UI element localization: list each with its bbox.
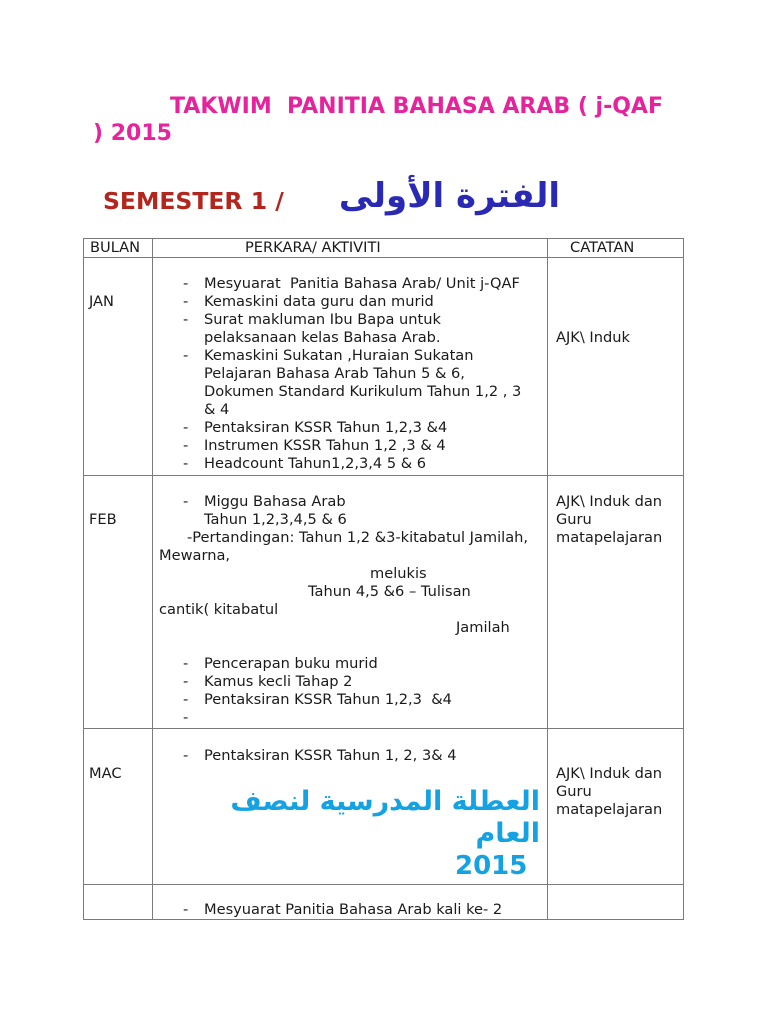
pertandingan-line: melukis — [370, 565, 427, 582]
catatan-line: matapelajaran — [556, 801, 663, 818]
activity-list — [153, 655, 547, 727]
list-item-text: Mesyuarat Panitia Bahasa Arab kali ke- 2 — [204, 901, 503, 918]
header-perkara: PERKARA/ AKTIVITI — [245, 239, 381, 256]
catatan-line: Guru — [556, 783, 592, 800]
list-item-text: Dokumen Standard Kurikulum Tahun 1,2 , 3 — [204, 383, 522, 400]
semester-arabic-label: الفترة الأولى — [338, 176, 560, 216]
list-item-text: Kemaskini data guru dan murid — [204, 293, 434, 310]
bullet-dash: - — [183, 655, 189, 672]
cell-catatan — [547, 476, 683, 728]
cell-perkara — [152, 258, 547, 475]
list-item-text: Kamus kecli Tahap 2 — [204, 673, 353, 690]
pertandingan-line: cantik( kitabatul — [159, 601, 279, 618]
month-label: JAN — [89, 293, 114, 310]
list-item-text: Pelajaran Bahasa Arab Tahun 5 & 6, — [204, 365, 465, 382]
header-cell-perkara — [152, 239, 547, 257]
holiday-line: العطلة المدرسية لنصف — [230, 786, 540, 817]
table-row-feb — [84, 475, 683, 728]
catatan-line: matapelajaran — [556, 529, 663, 546]
list-item-text: Pentaksiran KSSR Tahun 1,2,3 &4 — [204, 691, 452, 708]
header-cell-bulan — [84, 239, 152, 257]
bullet-dash: - — [183, 709, 189, 726]
pertandingan-line: Mewarna, — [159, 547, 231, 564]
bullet-dash: - — [183, 673, 189, 690]
list-item — [153, 275, 547, 293]
bullet-dash: - — [183, 293, 189, 310]
activity-list — [153, 901, 547, 919]
cell-bulan — [84, 729, 152, 884]
list-item-text: pelaksanaan kelas Bahasa Arab. — [204, 329, 441, 346]
cell-bulan — [84, 258, 152, 475]
list-item-text: Pentaksiran KSSR Tahun 1,2,3 &4 — [204, 419, 448, 436]
list-item — [153, 347, 547, 419]
cell-perkara — [152, 729, 547, 884]
header-catatan: CATATAN — [570, 239, 635, 256]
activity-list — [153, 747, 547, 765]
page-title-line-1: TAKWIM PANITIA BAHASA ARAB ( j-QAF — [170, 94, 663, 119]
cell-catatan — [547, 885, 683, 919]
catatan-line: AJK\ Induk — [556, 329, 630, 346]
month-label: FEB — [89, 511, 117, 528]
list-item — [153, 901, 547, 919]
semester-label: SEMESTER 1 / — [103, 187, 284, 215]
list-item — [153, 691, 547, 709]
list-item — [153, 655, 547, 673]
list-item-text: Pencerapan buku murid — [204, 655, 378, 672]
list-item-text: Miggu Bahasa Arab — [204, 493, 346, 510]
activity-list — [153, 493, 547, 529]
takwim-table — [83, 238, 684, 920]
bullet-dash: - — [183, 419, 189, 436]
list-item-text: Surat makluman Ibu Bapa untuk — [204, 311, 441, 328]
list-item — [153, 709, 547, 727]
list-item-text: Mesyuarat Panitia Bahasa Arab/ Unit j-QAF — [204, 275, 520, 292]
bullet-dash: - — [183, 455, 189, 472]
list-item-text: Headcount Tahun1,2,3,4 5 & 6 — [204, 455, 427, 472]
catatan-text — [556, 329, 683, 347]
table-row-jan — [84, 257, 683, 475]
catatan-line: Guru — [556, 511, 592, 528]
bullet-dash: - — [183, 747, 189, 764]
header-bulan: BULAN — [90, 239, 141, 256]
cell-catatan — [547, 258, 683, 475]
list-item — [153, 455, 547, 473]
list-item-text: Instrumen KSSR Tahun 1,2 ,3 & 4 — [204, 437, 446, 454]
cell-perkara — [152, 476, 547, 728]
list-item — [153, 293, 547, 311]
catatan-text — [556, 765, 683, 819]
list-item-text: & 4 — [204, 401, 230, 418]
list-item — [153, 673, 547, 691]
table-row-next — [84, 884, 683, 919]
list-item-text: Kemaskini Sukatan ,Huraian Sukatan — [204, 347, 474, 364]
page-title-line-2: ) 2015 — [93, 121, 172, 146]
bullet-dash: - — [183, 275, 189, 292]
list-item — [153, 747, 547, 765]
bullet-dash: - — [183, 347, 189, 364]
cell-perkara — [152, 885, 547, 919]
month-label: MAC — [89, 765, 122, 782]
catatan-line: AJK\ Induk dan — [556, 765, 663, 782]
cell-catatan — [547, 729, 683, 884]
bullet-dash: - — [183, 437, 189, 454]
table-header-row — [84, 239, 683, 257]
list-item-text: Pentaksiran KSSR Tahun 1, 2, 3& 4 — [204, 747, 457, 764]
bullet-dash: - — [183, 311, 189, 328]
bullet-dash: - — [183, 901, 189, 918]
holiday-year: 2015 — [455, 851, 528, 881]
catatan-line: AJK\ Induk dan — [556, 493, 663, 510]
header-cell-catatan — [547, 239, 683, 257]
list-item — [153, 419, 547, 437]
catatan-text — [556, 493, 683, 547]
table-row-mac — [84, 728, 683, 884]
pertandingan-line: -Pertandingan: Tahun 1,2 &3-kitabatul Jamilah, — [187, 529, 529, 546]
bullet-dash: - — [183, 691, 189, 708]
list-item — [153, 493, 547, 529]
bullet-dash: - — [183, 493, 189, 510]
list-item-text: Tahun 1,2,3,4,5 & 6 — [204, 511, 347, 528]
list-item — [153, 311, 547, 347]
pertandingan-line: Jamilah — [456, 619, 510, 636]
pertandingan-line: Tahun 4,5 &6 – Tulisan — [308, 583, 471, 600]
list-item — [153, 437, 547, 455]
cell-bulan — [84, 476, 152, 728]
school-holiday-arabic — [230, 786, 540, 850]
list-item-text — [204, 709, 547, 727]
holiday-line: العام — [475, 818, 540, 849]
cell-bulan — [84, 885, 152, 919]
activity-list — [153, 275, 547, 473]
